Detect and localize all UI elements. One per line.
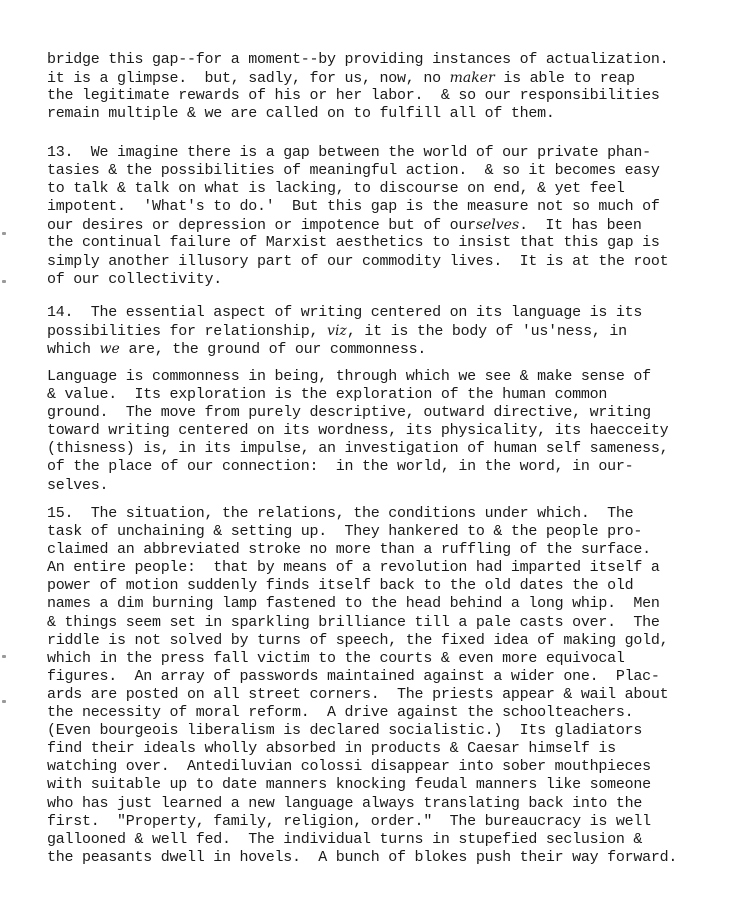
text-run: the legitimate rewards of his or her labor. & so our responsibilities bbox=[47, 87, 660, 105]
text-line bbox=[47, 795, 677, 813]
text-line bbox=[47, 505, 677, 523]
text-line bbox=[47, 180, 668, 198]
text-run: remain multiple & we are called on to fulfill all of them. bbox=[47, 105, 555, 123]
text-run: it is a glimpse. but, sadly, for us, now, no bbox=[47, 70, 450, 88]
text-run: tasies & the possibilities of meaningful action. & so it becomes easy bbox=[47, 162, 660, 180]
text-run: ards are posted on all street corners. The priests appear & wail about bbox=[47, 685, 669, 703]
text-line bbox=[47, 813, 677, 831]
text-run: Language is commonness in being, through which we see & make sense of bbox=[47, 368, 651, 385]
text-line bbox=[47, 523, 677, 541]
text-run: simply another illusory part of our commodity lives. It is at the root bbox=[47, 252, 669, 270]
margin-speck bbox=[2, 232, 6, 235]
text-run: who has just learned a new language always translating back into the bbox=[47, 794, 643, 812]
text-run: claimed an abbreviated stroke no more than a ruffling of the surface. bbox=[47, 541, 651, 559]
text-line bbox=[47, 831, 677, 849]
text-run: power of motion suddenly finds itself back to the old dates the old bbox=[47, 577, 634, 595]
text-line bbox=[47, 559, 677, 577]
text-line bbox=[47, 162, 668, 180]
text-run: of the place of our connection: in the world, in the word, in our- bbox=[47, 458, 634, 476]
text-line bbox=[47, 740, 677, 758]
text-line bbox=[47, 849, 677, 867]
text-run: which in the press fall victim to the courts & even more equivocal bbox=[47, 649, 625, 667]
text-line bbox=[47, 422, 668, 440]
text-run: ground. The move from purely descriptive, outward directive, writing bbox=[47, 404, 651, 422]
text-run: find their ideals wholly absorbed in products & Caesar himself is bbox=[47, 740, 616, 758]
text-run: figures. An array of passwords maintained against a wider one. Plac- bbox=[47, 667, 660, 685]
text-run: & value. Its exploration is the exploration of the human common bbox=[47, 386, 608, 404]
text-line bbox=[47, 404, 668, 422]
text-run: watching over. Antediluvian colossi disappear into sober mouthpieces bbox=[47, 758, 651, 776]
text-line bbox=[47, 253, 668, 271]
text-line bbox=[47, 234, 668, 252]
text-run: riddle is not solved by turns of speech, the fixed idea of making gold, bbox=[47, 631, 669, 649]
text-line bbox=[47, 69, 668, 87]
italic-word: viz bbox=[327, 323, 347, 340]
paragraph-section-15 bbox=[47, 505, 677, 867]
italic-word: we bbox=[99, 341, 120, 358]
text-run: toward writing centered on its wordness, its physicality, its haecceity bbox=[47, 422, 669, 440]
text-run: the peasants dwell in hovels. A bunch of blokes push their way forward. bbox=[47, 848, 678, 866]
text-line bbox=[47, 686, 677, 704]
text-run: our desires or depression or impotence but of our bbox=[47, 217, 476, 235]
text-line bbox=[47, 144, 668, 162]
text-run: 14. The essential aspect of writing centered on its language is its bbox=[47, 304, 643, 321]
text-line bbox=[47, 758, 677, 776]
text-run: possibilities for relationship, bbox=[47, 323, 328, 341]
text-line bbox=[47, 614, 677, 632]
text-run: An entire people: that by means of a revolution had imparted itself a bbox=[47, 559, 660, 577]
text-run: . It has been bbox=[519, 217, 642, 235]
text-run: bridge this gap--for a moment--by providing instances of actualization. bbox=[47, 51, 669, 68]
text-line bbox=[47, 477, 668, 495]
margin-speck bbox=[2, 280, 6, 283]
text-run: with suitable up to date manners knocking feudal manners like someone bbox=[47, 776, 651, 794]
text-run: 13. We imagine there is a gap between the world of our private phan- bbox=[47, 144, 651, 161]
text-run: first. "Property, family, religion, order." The bureaucracy is well bbox=[47, 812, 651, 830]
text-run: task of unchaining & setting up. They hankered to & the people pro- bbox=[47, 523, 643, 541]
text-line bbox=[47, 668, 677, 686]
text-run: of our collectivity. bbox=[47, 270, 223, 288]
text-line bbox=[47, 368, 668, 386]
text-line bbox=[47, 340, 642, 358]
text-line bbox=[47, 87, 668, 105]
text-run: names a dim burning lamp fastened to the head behind a long whip. Men bbox=[47, 595, 660, 613]
text-line bbox=[47, 216, 668, 234]
text-line bbox=[47, 776, 677, 794]
text-run: is able to reap bbox=[494, 70, 635, 88]
text-line bbox=[47, 51, 668, 69]
text-line bbox=[47, 105, 668, 123]
text-line bbox=[47, 650, 677, 668]
text-run: (Even bourgeois liberalism is declared socialistic.) Its gladiators bbox=[47, 722, 643, 740]
text-run: & things seem set in sparkling brilliance till a pale casts over. The bbox=[47, 613, 660, 631]
text-line bbox=[47, 722, 677, 740]
text-line bbox=[47, 386, 668, 404]
paragraph-continuation bbox=[47, 51, 668, 123]
paragraph-language bbox=[47, 368, 668, 495]
paragraph-section-13 bbox=[47, 144, 668, 289]
italic-word: maker bbox=[449, 70, 495, 87]
text-run: , it is the body of 'us'ness, in bbox=[346, 323, 627, 341]
text-line bbox=[47, 704, 677, 722]
text-line bbox=[47, 577, 677, 595]
text-run: are, the ground of our commonness. bbox=[119, 341, 427, 359]
text-line bbox=[47, 458, 668, 476]
margin-speck bbox=[2, 655, 6, 658]
text-run: 15. The situation, the relations, the conditions under which. The bbox=[47, 505, 634, 522]
text-line bbox=[47, 440, 668, 458]
margin-speck bbox=[2, 700, 6, 703]
text-line bbox=[47, 541, 677, 559]
text-line bbox=[47, 632, 677, 650]
text-line bbox=[47, 271, 668, 289]
text-run: the continual failure of Marxist aesthetics to insist that this gap is bbox=[47, 234, 660, 252]
text-run: the necessity of moral reform. A drive against the schoolteachers. bbox=[47, 704, 634, 722]
italic-word: selves bbox=[475, 217, 520, 234]
text-line bbox=[47, 198, 668, 216]
text-line bbox=[47, 322, 642, 340]
text-run: (thisness) is, in its impulse, an investigation of human self sameness, bbox=[47, 440, 669, 458]
text-run: impotent. 'What's to do.' But this gap is the measure not so much of bbox=[47, 198, 660, 216]
text-line bbox=[47, 304, 642, 322]
text-run: gallooned & well fed. The individual turns in stupefied seclusion & bbox=[47, 830, 643, 848]
text-run: selves. bbox=[47, 476, 109, 494]
text-run: which bbox=[47, 341, 100, 359]
text-line bbox=[47, 595, 677, 613]
text-run: to talk & talk on what is lacking, to discourse on end, & yet feel bbox=[47, 180, 625, 198]
paragraph-section-14 bbox=[47, 304, 642, 358]
